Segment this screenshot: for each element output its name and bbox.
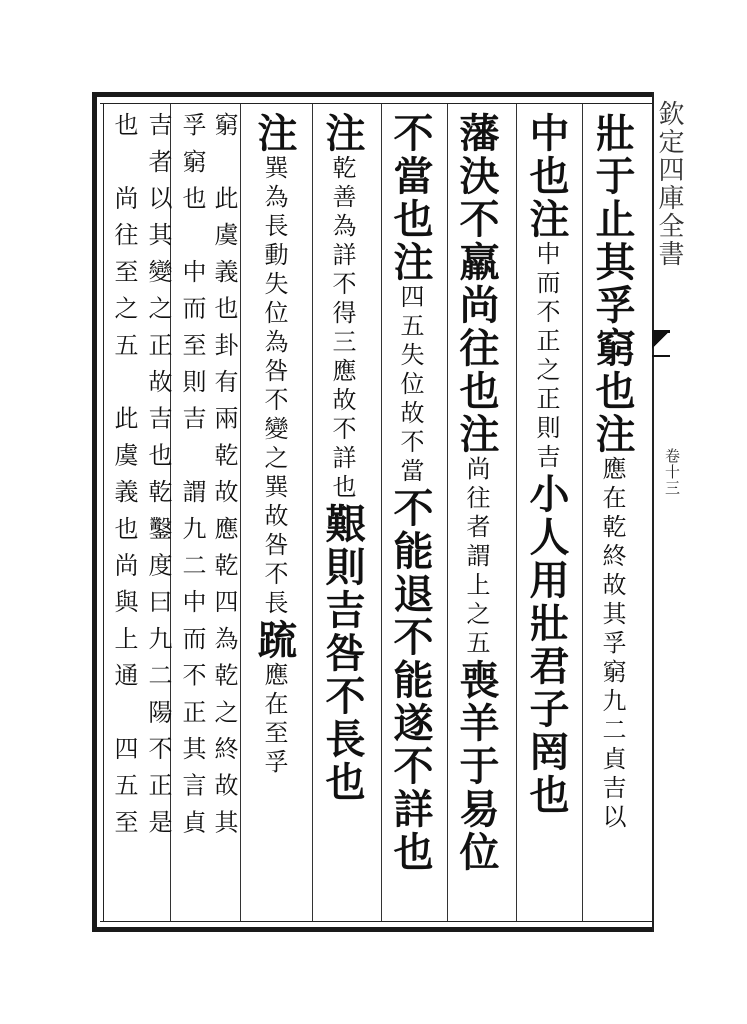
fore-edge-book-title: 欽定四庫全書 [654,100,684,268]
main-text: 䟽 [251,619,298,662]
main-text: 艱則吉咎不長也 [319,503,366,804]
frame-top-border [92,92,652,97]
commentary-text: 也 尚往至之五 此虞義也尚與上通 四五至 [110,112,138,846]
main-text: 藩決不羸尚往也注 [453,112,500,456]
commentary-text: 孚窮也 中而至則吉 謂九二中而不正其言貞 [178,112,206,846]
frame-bottom-inner-line [100,921,652,922]
main-text: 不能退不能遂不詳也 [387,487,434,874]
text-column-8 [180,112,204,846]
column-rule [381,104,382,921]
commentary-text: 尚往者謂上之五 [462,456,490,659]
commentary-text: 應在乾終故其孚窮九二貞吉以 [598,456,626,833]
text-column-3 [453,112,500,874]
text-column-4 [387,112,434,874]
column-rule [240,104,241,921]
column-rule [312,104,313,921]
column-rule [447,104,448,921]
text-column-2 [523,112,570,817]
fish-tail-mark [652,330,670,357]
column-rule [516,104,517,921]
main-text: 注 [319,112,366,155]
frame-left-inner-line [103,103,104,921]
main-text: 壯于止其孚窮也注 [589,112,636,456]
main-text: 喪羊于易位 [453,659,500,874]
column-rule [582,104,583,921]
text-column-5 [319,112,366,804]
frame-top-inner-line [100,103,652,104]
commentary-text: 乾善為詳不得三應故不詳也 [328,155,356,503]
main-text: 中也注 [523,112,570,241]
text-column-9 [146,112,170,846]
text-column-10 [112,112,136,846]
main-text: 不當也注 [387,112,434,284]
commentary-text: 四五失位故不當 [396,284,424,487]
commentary-text: 中而不正之正則吉 [532,241,560,473]
text-column-6 [251,112,298,778]
main-text: 注 [251,112,298,155]
commentary-text: 窮 此虞義也卦有兩乾故應乾四為乾之終故其 [210,112,238,846]
main-text: 小人用壯君子罔也 [523,473,570,817]
frame-left-border [92,92,97,932]
frame-bottom-border [92,927,652,932]
text-column-1 [589,112,636,833]
fore-edge-juan-label: 卷十三 [663,448,681,496]
commentary-text: 吉者以其變之正故吉也乾鑿度曰九二陽不正是 [144,112,172,846]
text-column-7 [212,112,236,846]
commentary-text: 巽為長動失位為咎不變之巽故咎不長 [260,155,288,619]
commentary-text: 應在至孚 [260,662,288,778]
